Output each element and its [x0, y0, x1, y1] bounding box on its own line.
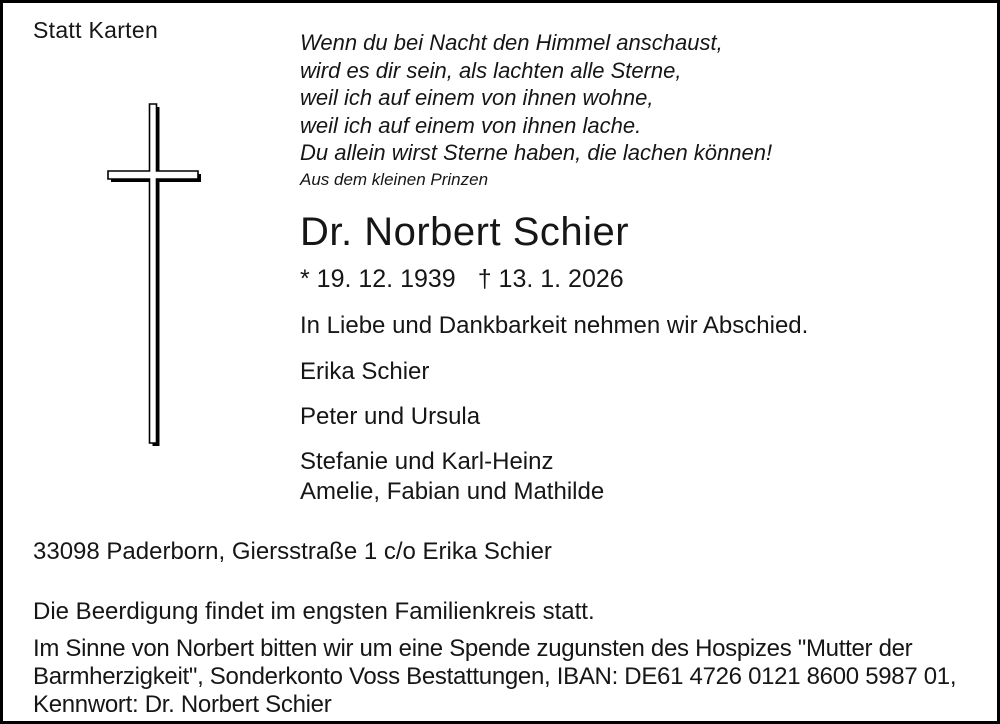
poem-attribution: Aus dem kleinen Prinzen — [300, 169, 489, 189]
death-date: † 13. 1. 2026 — [477, 265, 624, 293]
mourner-name: Stefanie und Karl-Heinz — [300, 448, 554, 475]
poem-line: Wenn du bei Nacht den Himmel anschaust, — [300, 30, 723, 55]
donation-line: Barmherzigkeit", Sonderkonto Voss Bestattungen, IBAN: DE61 4726 0121 8600 5987 01, — [33, 663, 957, 690]
poem-line: wird es dir sein, als lachten alle Sterne, — [300, 57, 682, 83]
poem-line: weil ich auf einem von ihnen wohne, — [300, 85, 654, 110]
memorial-poem — [300, 29, 960, 191]
statt-karten-note: Statt Karten — [33, 17, 159, 43]
birth-date: * 19. 12. 1939 — [300, 265, 456, 293]
memorial-cross-icon — [103, 98, 213, 453]
donation-line: Im Sinne von Norbert bitten wir um eine Spende zugunsten des Hospizes "Mutter der — [33, 635, 913, 662]
donation-request — [33, 635, 983, 719]
farewell-line: In Liebe und Dankbarkeit nehmen wir Abschied. — [300, 312, 809, 339]
mourner-name: Erika Schier — [300, 358, 430, 385]
contact-address: 33098 Paderborn, Giersstraße 1 c/o Erika Schier — [33, 538, 552, 565]
life-dates — [300, 264, 624, 294]
donation-line: Kennwort: Dr. Norbert Schier — [33, 691, 332, 718]
mourner-name: Peter und Ursula — [300, 403, 481, 430]
poem-line: weil ich auf einem von ihnen lache. — [300, 112, 642, 138]
funeral-notice: Die Beerdigung findet im engsten Familienkreis statt. — [33, 598, 595, 625]
mourner-name: Amelie, Fabian und Mathilde — [300, 478, 605, 505]
deceased-name: Dr. Norbert Schier — [300, 210, 630, 254]
poem-line: Du allein wirst Sterne haben, die lachen können! — [300, 140, 773, 165]
